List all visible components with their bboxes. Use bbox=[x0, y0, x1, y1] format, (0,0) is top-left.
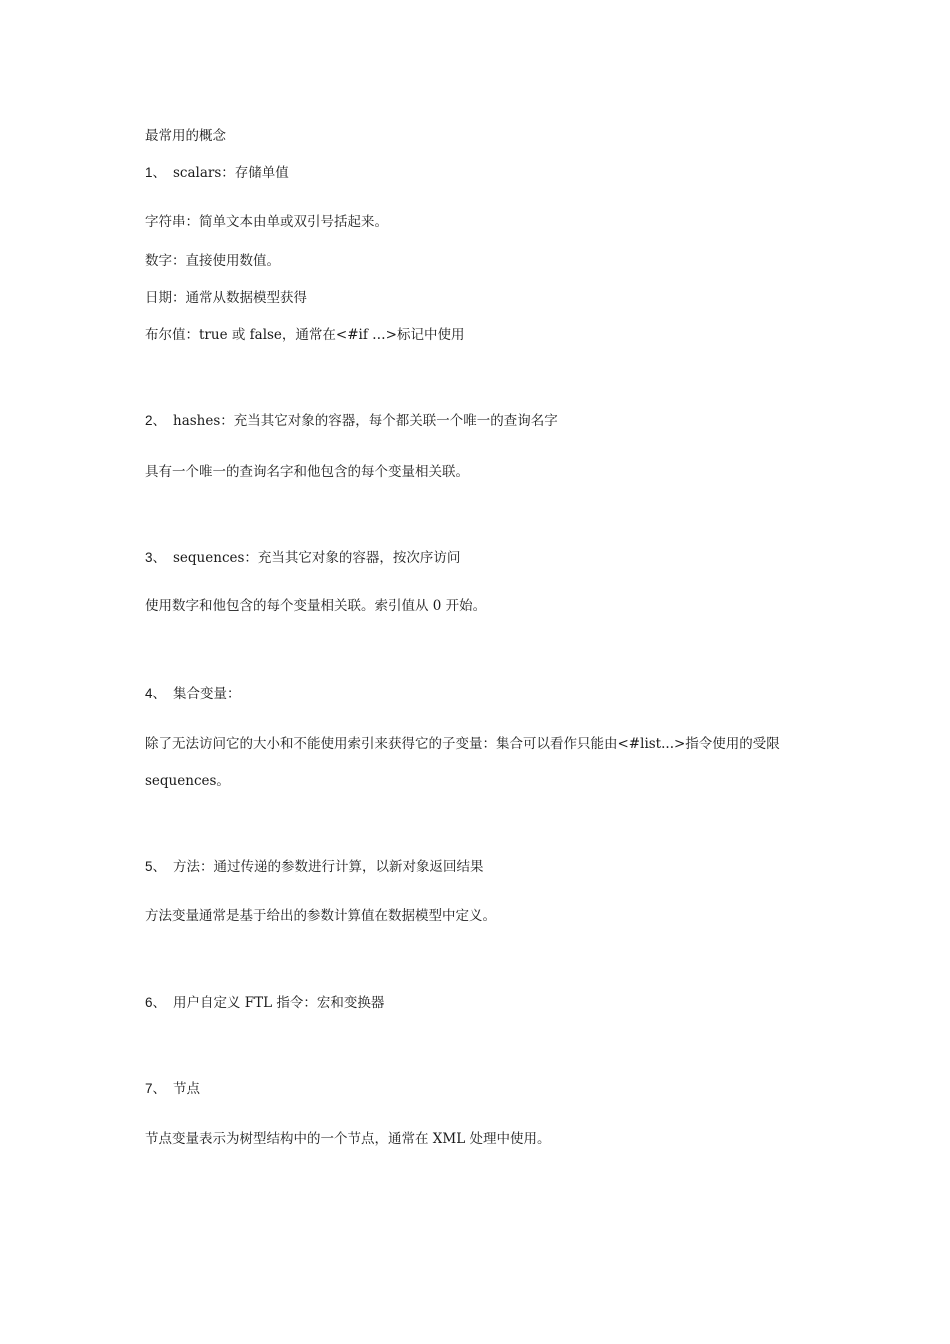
section-1-heading bbox=[145, 164, 289, 182]
section-7-heading bbox=[145, 1080, 200, 1098]
section-1-line-3: 日期：通常从数据模型获得 bbox=[145, 290, 307, 306]
section-7-line-1: 节点变量表示为树型结构中的一个节点，通常在 XML 处理中使用。 bbox=[145, 1131, 551, 1147]
section-5-line-1: 方法变量通常是基于给出的参数计算值在数据模型中定义。 bbox=[145, 908, 496, 924]
section-7-title: 节点 bbox=[173, 1081, 200, 1097]
section-1-number: 1、 bbox=[145, 165, 167, 180]
section-2-number: 2、 bbox=[145, 413, 167, 428]
section-1-line-4: 布尔值：true 或 false，通常在<#if …>标记中使用 bbox=[145, 327, 465, 343]
section-4-number: 4、 bbox=[145, 686, 167, 701]
section-7-number: 7、 bbox=[145, 1081, 167, 1096]
section-2-line-1: 具有一个唯一的查询名字和他包含的每个变量相关联。 bbox=[145, 464, 469, 480]
section-6-number: 6、 bbox=[145, 995, 167, 1010]
section-6-title: 用户自定义 FTL 指令：宏和变换器 bbox=[173, 995, 385, 1011]
section-2-title: hashes：充当其它对象的容器，每个都关联一个唯一的查询名字 bbox=[173, 413, 558, 429]
section-3-line-1: 使用数字和他包含的每个变量相关联。索引值从 0 开始。 bbox=[145, 598, 487, 614]
section-5-heading bbox=[145, 858, 484, 876]
section-3-title: sequences：充当其它对象的容器，按次序访问 bbox=[173, 550, 461, 566]
section-4-title: 集合变量： bbox=[173, 686, 241, 702]
section-5-title: 方法：通过传递的参数进行计算，以新对象返回结果 bbox=[173, 859, 484, 875]
section-1-line-2: 数字：直接使用数值。 bbox=[145, 253, 280, 269]
document-title: 最常用的概念 bbox=[145, 128, 226, 144]
section-2-heading bbox=[145, 412, 558, 430]
section-1-title: scalars：存储单值 bbox=[173, 165, 289, 181]
section-4-line-1: 除了无法访问它的大小和不能使用索引来获得它的子变量：集合可以看作只能由<#list...>指令使用的受限 bbox=[145, 736, 780, 752]
section-4-line-2: sequences。 bbox=[145, 773, 230, 789]
section-3-number: 3、 bbox=[145, 550, 167, 565]
section-5-number: 5、 bbox=[145, 859, 167, 874]
section-4-heading bbox=[145, 685, 241, 703]
section-3-heading bbox=[145, 549, 460, 567]
section-1-line-1: 字符串：简单文本由单或双引号括起来。 bbox=[145, 214, 388, 230]
section-6-heading bbox=[145, 994, 384, 1012]
